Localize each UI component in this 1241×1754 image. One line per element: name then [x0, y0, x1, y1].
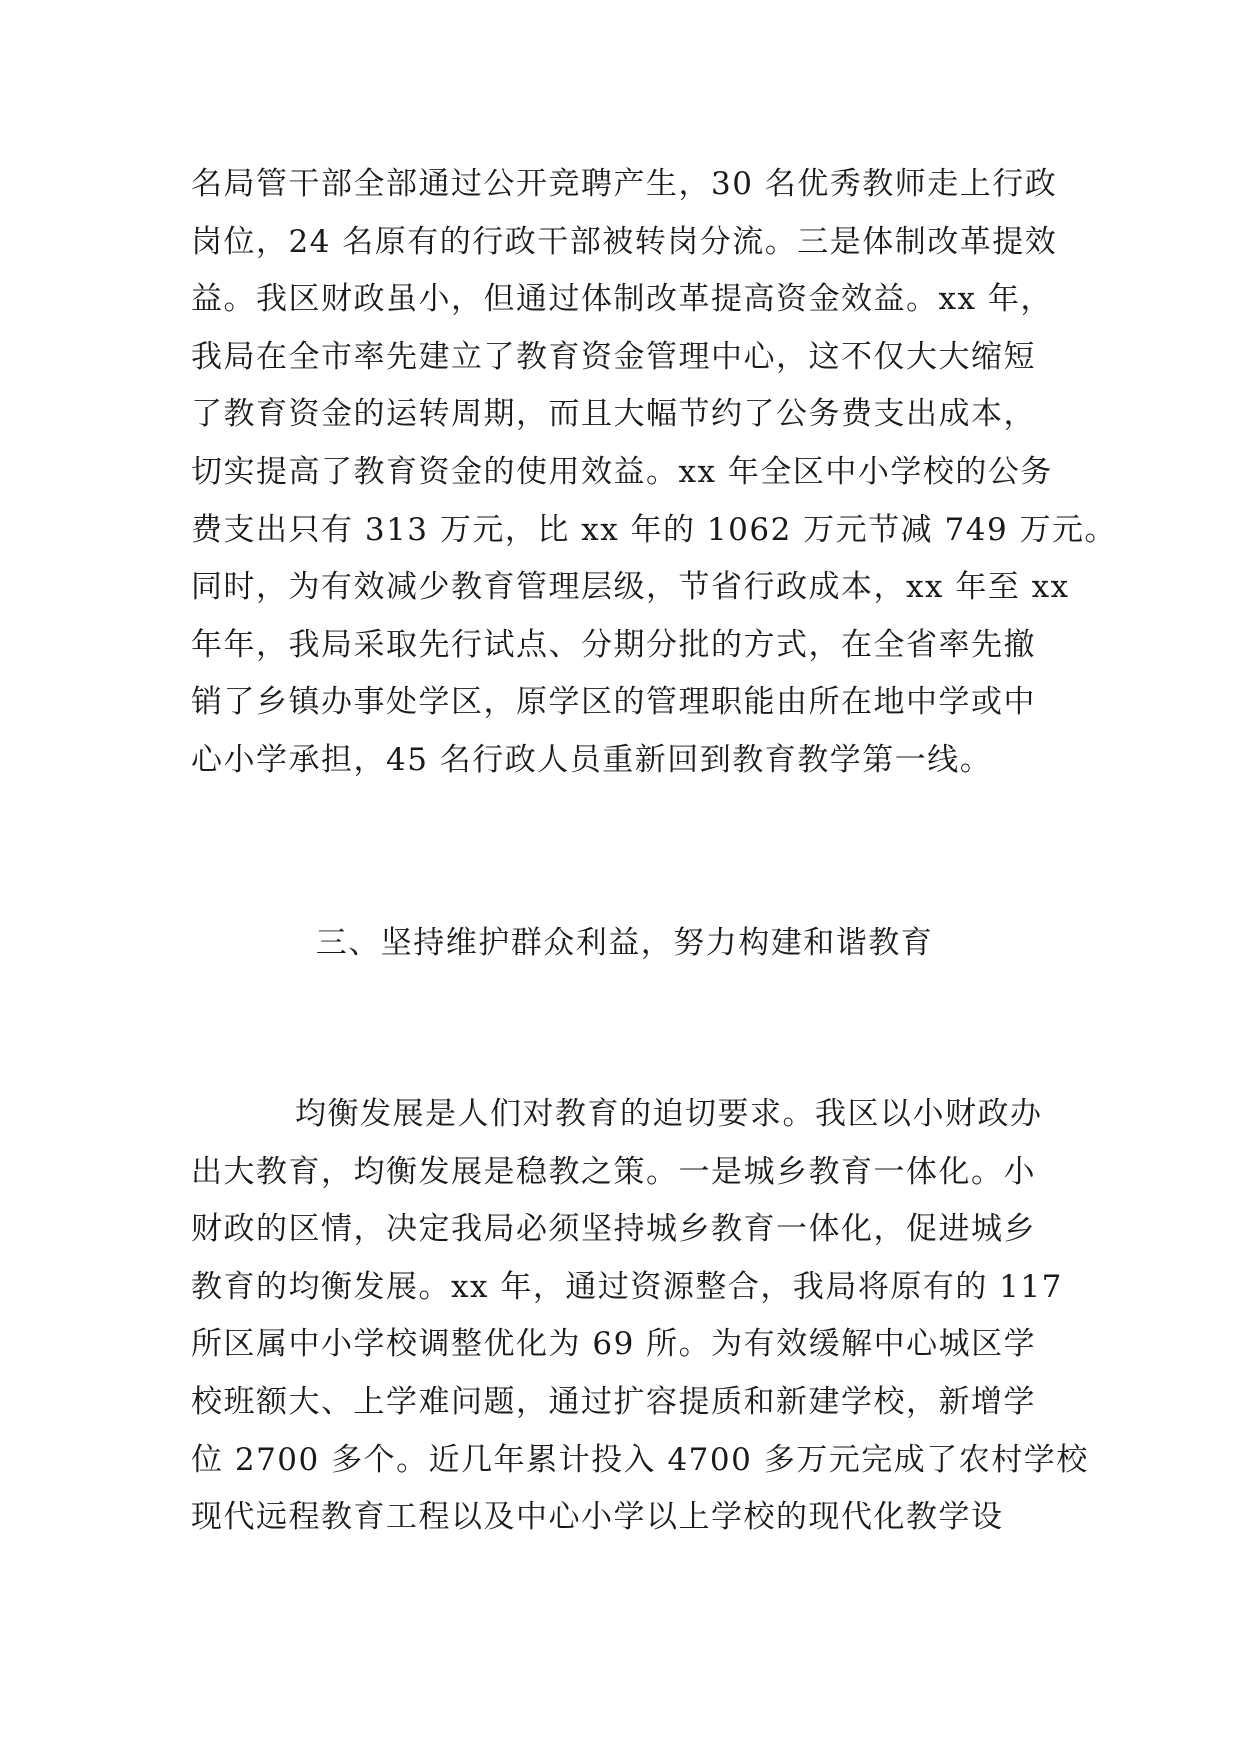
text-line: 切实提高了教育资金的使用效益。xx 年全区中小学校的公务 [191, 453, 1053, 490]
text-line: 校班额大、上学难问题，通过扩容提质和新建学校，新增学 [191, 1383, 1036, 1420]
text-line: 财政的区情，决定我局必须坚持城乡教育一体化，促进城乡 [191, 1211, 1036, 1248]
text-line: 我局在全市率先建立了教育资金管理中心，这不仅大大缩短 [191, 338, 1036, 375]
text-line: 现代远程教育工程以及中心小学以上学校的现代化教学设 [191, 1499, 1004, 1536]
text-line: 心小学承担，45 名行政人员重新回到教育教学第一线。 [191, 741, 993, 778]
text-line: 年年，我局采取先行试点、分期分批的方式，在全省率先撤 [191, 626, 1036, 663]
text-line: 同时，为有效减少教育管理层级，节省行政成本，xx 年至 xx [191, 569, 1070, 606]
text-line: 销了乡镇办事处学区，原学区的管理职能由所在地中学或中 [191, 684, 1036, 721]
text-line: 名局管干部全部通过公开竞聘产生，30 名优秀教师走上行政 [191, 166, 1058, 202]
text-line: 教育的均衡发展。xx 年，通过资源整合，我局将原有的 117 [191, 1268, 1063, 1305]
text-line: 了教育资金的运转周期，而且大幅节约了公务费支出成本， [191, 396, 1036, 433]
body-paragraph-2 [191, 1086, 1089, 1547]
text-line: 位 2700 多个。近几年累计投入 4700 多万元完成了农村学校 [191, 1441, 1089, 1478]
text-line-first: 均衡发展是人们对教育的迫切要求。我区以小财政办 [295, 1096, 1043, 1132]
text-line: 出大教育，均衡发展是稳教之策。一是城乡教育一体化。小 [191, 1153, 1036, 1190]
text-line: 岗位，24 名原有的行政干部被转岗分流。三是体制改革提效 [191, 223, 1058, 260]
section-heading: 三、坚持维护群众利益，努力构建和谐教育 [315, 925, 934, 961]
body-paragraph-1 [191, 156, 1118, 790]
text-line: 所区属中小学校调整优化为 69 所。为有效缓解中心城区学 [191, 1326, 1037, 1363]
text-line: 费支出只有 313 万元，比 xx 年的 1062 万元节减 749 万元。 [191, 511, 1118, 548]
text-line: 益。我区财政虽小，但通过体制改革提高资金效益。xx 年， [191, 281, 1053, 318]
